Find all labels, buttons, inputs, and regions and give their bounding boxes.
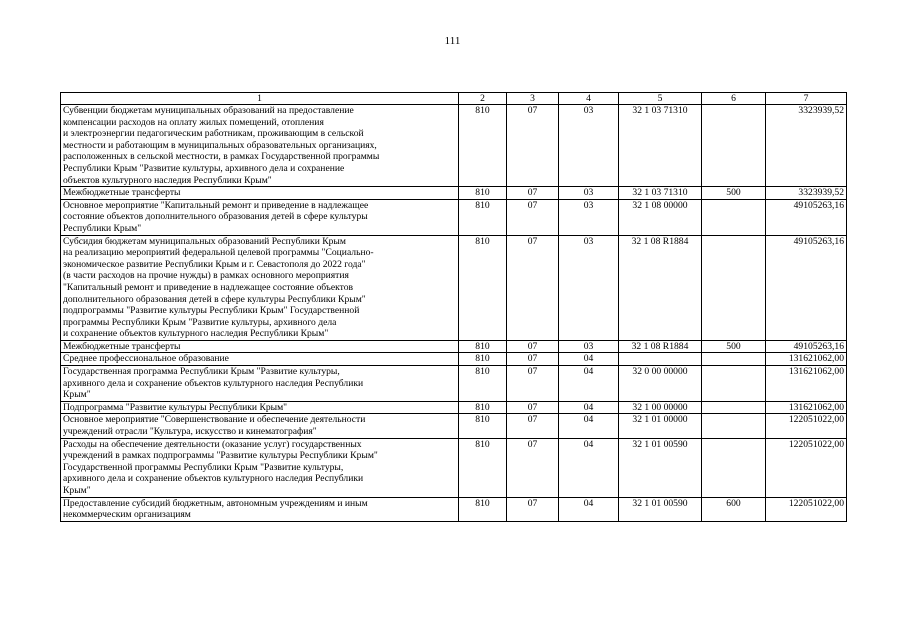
row-code-ministry: 810 [459,366,507,402]
row-code-target: 32 0 00 00000 [619,366,702,402]
row-code-expense-type [702,353,766,366]
row-code-section: 07 [507,438,559,497]
row-code-section: 07 [507,235,559,340]
row-description: Субвенции бюджетам муниципальных образований на предоставление компенсации расходов на оплату жилых помещений, отопления и электроэнергии педагогическим работникам, проживающим в сельской местности и работающим в муниципальных образовательных организациях, расположенных в сельской местности, в рамках Государственной программы Республики Крым "Развитие культуры, архивного дела и сохранение объектов культурного наследия Республики Крым" [61,105,459,187]
row-amount: 49105263,16 [766,235,847,340]
row-code-subsection: 03 [559,105,619,187]
row-amount: 131621062,00 [766,366,847,402]
row-code-expense-type [702,235,766,340]
row-amount: 122051022,00 [766,414,847,438]
row-amount: 49105263,16 [766,340,847,353]
row-code-expense-type [702,199,766,235]
row-amount: 131621062,00 [766,401,847,414]
row-code-target: 32 1 03 71310 [619,105,702,187]
row-code-subsection: 03 [559,235,619,340]
row-description: Государственная программа Республики Крым "Развитие культуры, архивного дела и сохранение объектов культурного наследия Республики Крым" [61,366,459,402]
row-description: Предоставление субсидий бюджетным, автономным учреждениям и иным некоммерческим организациям [61,497,459,521]
row-code-section: 07 [507,353,559,366]
row-code-subsection: 04 [559,414,619,438]
row-code-target: 32 1 08 00000 [619,199,702,235]
table-row [61,353,847,366]
row-code-ministry: 810 [459,497,507,521]
row-code-expense-type [702,105,766,187]
row-code-subsection: 03 [559,340,619,353]
table-row [61,105,847,187]
table-row [61,235,847,340]
table-row [61,366,847,402]
row-amount: 122051022,00 [766,497,847,521]
row-code-subsection: 04 [559,366,619,402]
row-code-target: 32 1 03 71310 [619,187,702,200]
row-code-subsection: 04 [559,438,619,497]
row-code-section: 07 [507,414,559,438]
row-code-expense-type [702,401,766,414]
row-description: Межбюджетные трансферты [61,187,459,200]
header-cell: 5 [619,93,702,105]
row-code-section: 07 [507,340,559,353]
row-description: Субсидия бюджетам муниципальных образований Республики Крым на реализацию мероприятий федеральной целевой программы "Социально- экономическое развитие Республики Крым и г. Севастополя до 2022 года" (в части расходов на прочие нужды) в рамках основного мероприятия "Капитальный ремонт и приведение в надлежащее состояние объектов дополнительного образования детей в сфере культуры Республики Крым" подпрограммы "Развитие культуры Республики Крым" Государственной программы Республики Крым "Развитие культуры, архивного дела и сохранение объектов культурного наследия Республики Крым" [61,235,459,340]
page-number: 111 [444,35,461,47]
row-code-subsection: 04 [559,353,619,366]
row-code-ministry: 810 [459,105,507,187]
row-code-subsection: 03 [559,187,619,200]
row-description: Среднее профессиональное образование [61,353,459,366]
row-code-expense-type [702,414,766,438]
row-code-target: 32 1 01 00590 [619,438,702,497]
table-row [61,497,847,521]
row-description: Основное мероприятие "Совершенствование и обеспечение деятельности учреждений отрасли "Культура, искусство и кинематография" [61,414,459,438]
row-description: Расходы на обеспечение деятельности (оказание услуг) государственных учреждений в рамках подпрограммы "Развитие культуры Республики Крым" Государственной программы Республики Крым "Развитие культуры, архивного дела и сохранение объектов культурного наследия Республики Крым" [61,438,459,497]
row-code-target: 32 1 01 00590 [619,497,702,521]
row-code-ministry: 810 [459,340,507,353]
header-cell: 7 [766,93,847,105]
header-cell: 2 [459,93,507,105]
row-code-target: 32 1 01 00000 [619,414,702,438]
row-code-section: 07 [507,199,559,235]
row-code-section: 07 [507,187,559,200]
row-code-expense-type [702,366,766,402]
header-cell: 4 [559,93,619,105]
row-amount: 122051022,00 [766,438,847,497]
table-row [61,199,847,235]
row-amount: 3323939,52 [766,187,847,200]
row-code-ministry: 810 [459,414,507,438]
row-code-section: 07 [507,366,559,402]
row-code-expense-type [702,438,766,497]
header-cell: 3 [507,93,559,105]
row-code-section: 07 [507,497,559,521]
row-code-expense-type: 600 [702,497,766,521]
row-code-expense-type: 500 [702,187,766,200]
table-header-row [61,93,847,105]
budget-table [60,92,847,522]
row-amount: 131621062,00 [766,353,847,366]
row-code-ministry: 810 [459,187,507,200]
row-description: Подпрограмма "Развитие культуры Республики Крым" [61,401,459,414]
row-description: Межбюджетные трансферты [61,340,459,353]
table-row [61,438,847,497]
header-cell: 6 [702,93,766,105]
row-code-ministry: 810 [459,199,507,235]
table-row [61,401,847,414]
row-code-expense-type: 500 [702,340,766,353]
table-row [61,340,847,353]
row-code-target [619,353,702,366]
row-code-ministry: 810 [459,401,507,414]
row-code-target: 32 1 00 00000 [619,401,702,414]
row-code-section: 07 [507,401,559,414]
table-row [61,187,847,200]
row-code-target: 32 1 08 R1884 [619,340,702,353]
row-code-ministry: 810 [459,353,507,366]
row-amount: 49105263,16 [766,199,847,235]
row-code-target: 32 1 08 R1884 [619,235,702,340]
table-row [61,414,847,438]
row-code-ministry: 810 [459,235,507,340]
row-code-subsection: 04 [559,401,619,414]
row-code-subsection: 04 [559,497,619,521]
row-amount: 3323939,52 [766,105,847,187]
row-code-section: 07 [507,105,559,187]
row-description: Основное мероприятие "Капитальный ремонт и приведение в надлежащее состояние объектов дополнительного образования детей в сфере культуры Республики Крым" [61,199,459,235]
row-code-subsection: 03 [559,199,619,235]
header-cell: 1 [61,93,459,105]
row-code-ministry: 810 [459,438,507,497]
